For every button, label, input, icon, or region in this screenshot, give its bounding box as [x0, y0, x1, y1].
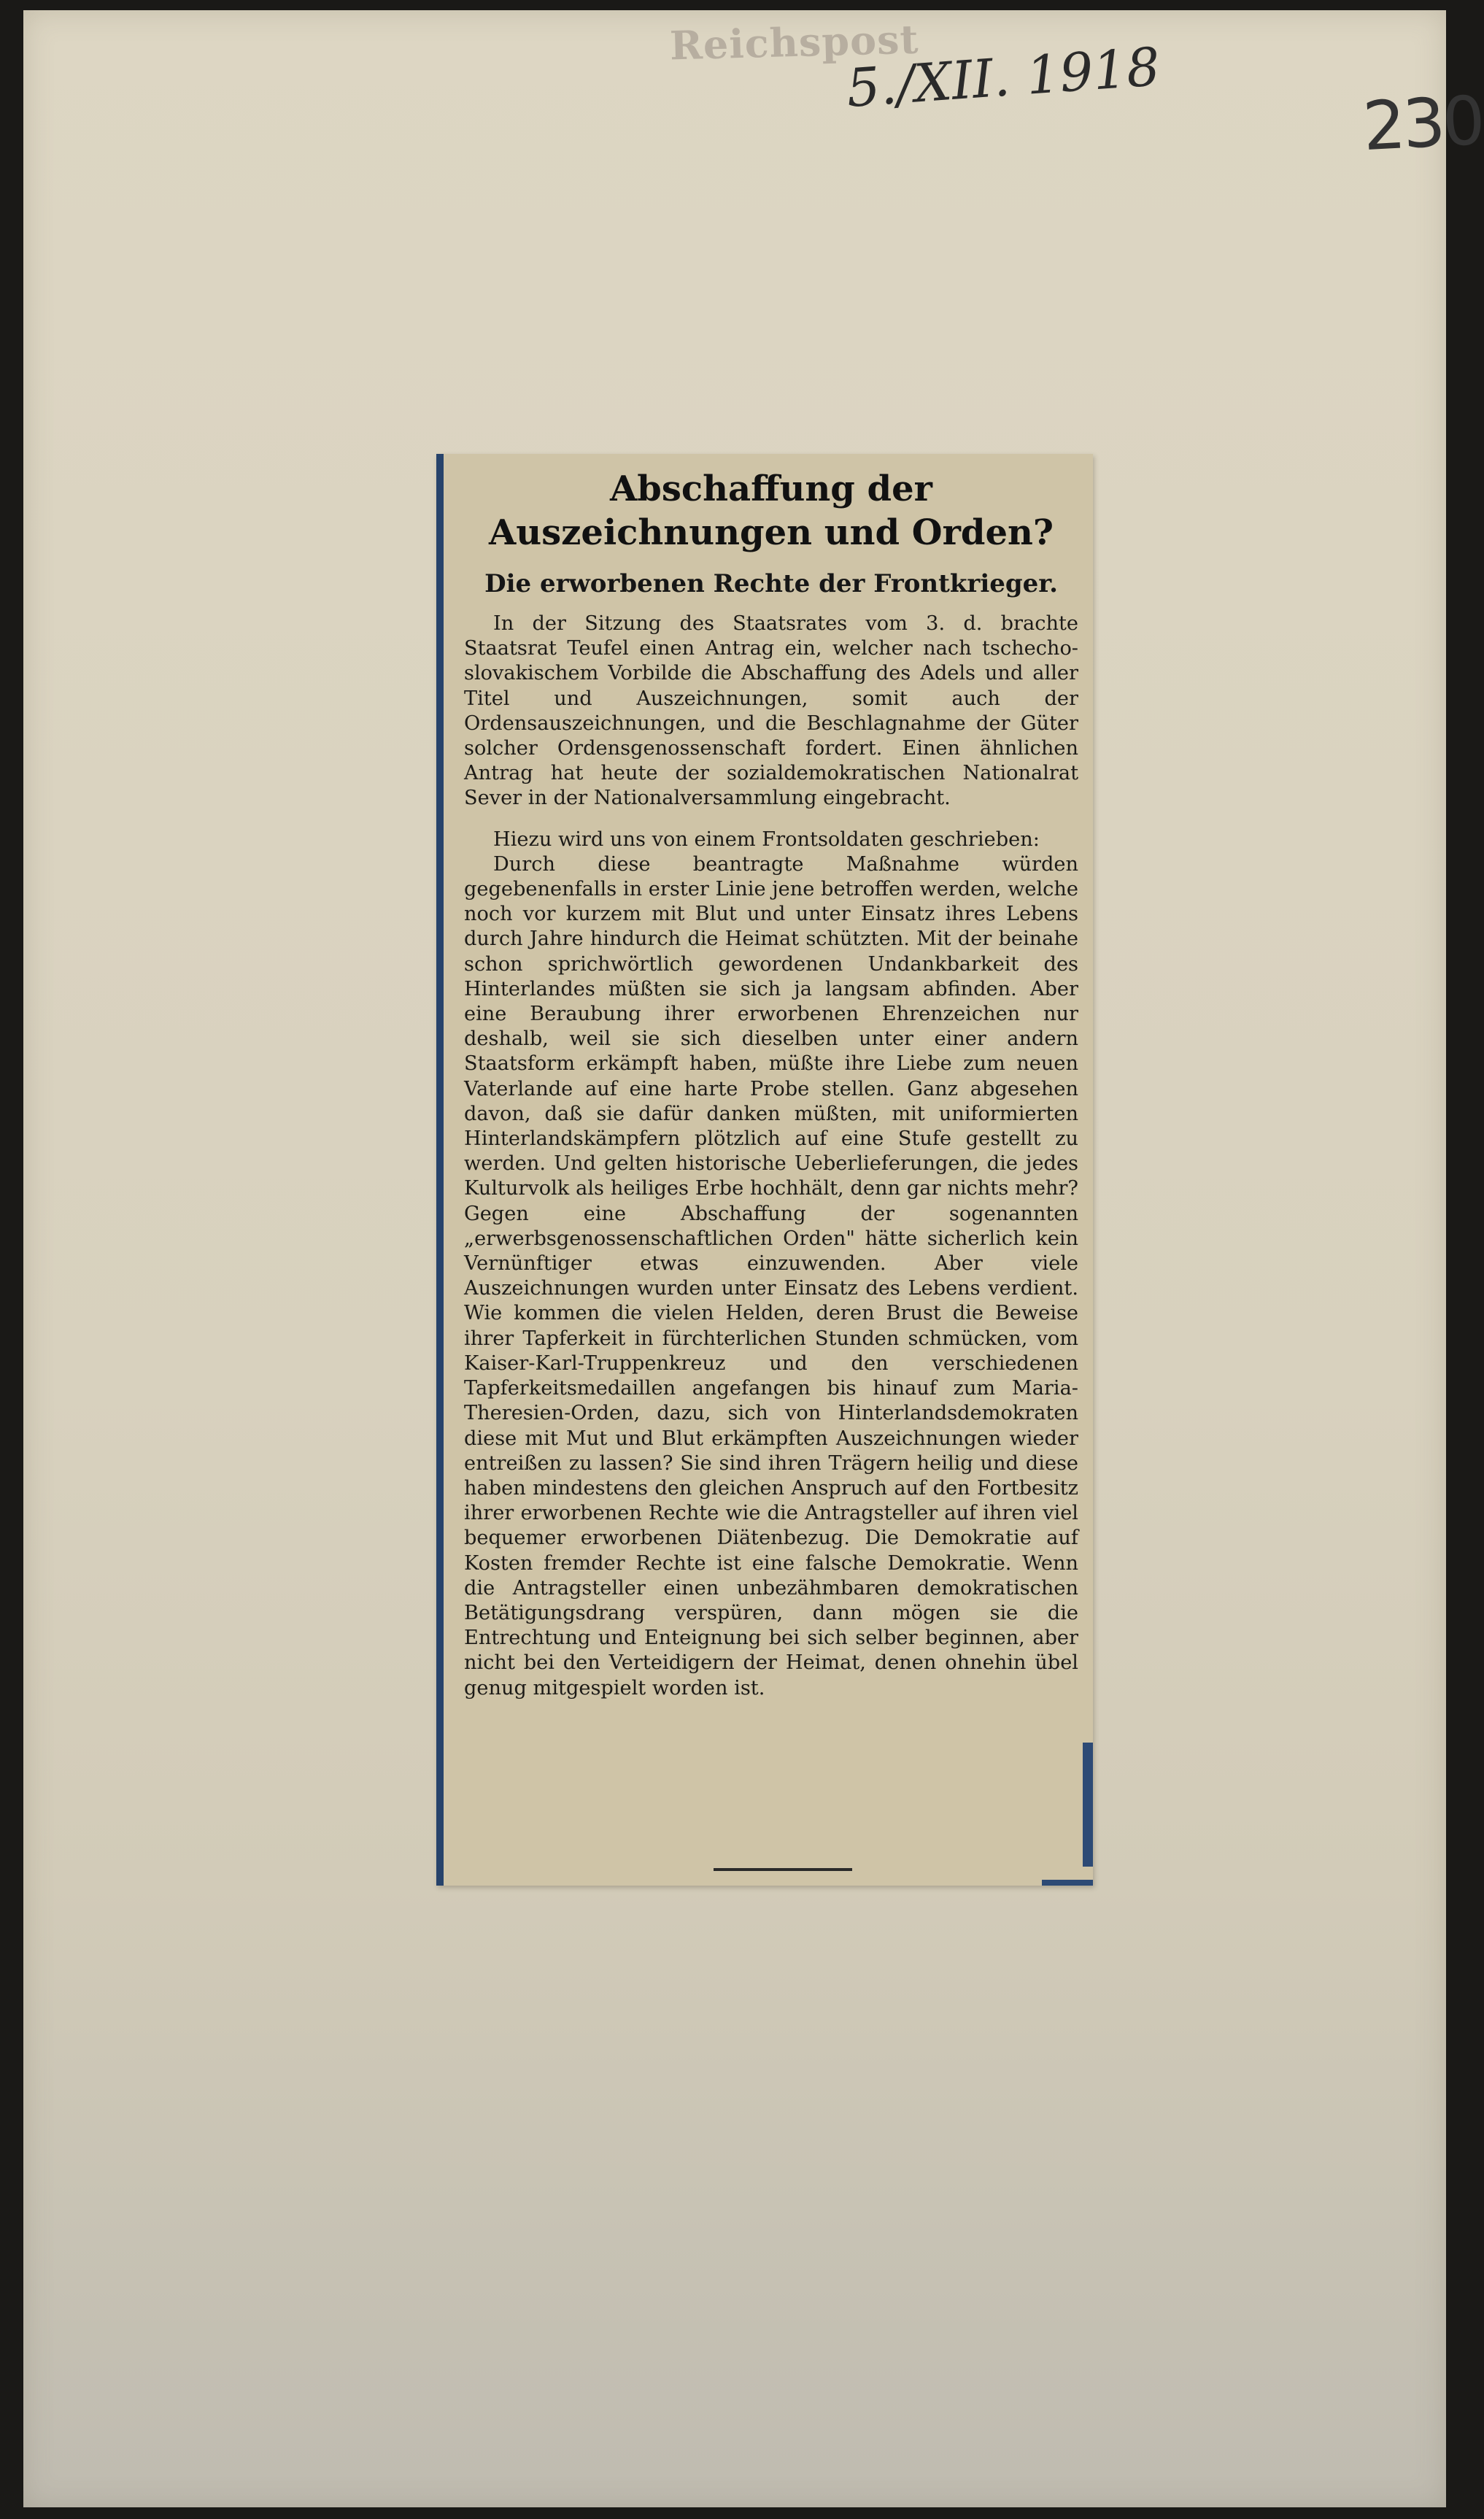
- end-rule: [714, 1868, 852, 1871]
- clipping-subheadline: Die erworbenen Rechte der Frontkrieger.: [484, 569, 1058, 598]
- article-paragraph: Durch diese beantragte Maßnahme würden gegebenenfalls in erster Linie jene betroffen werden, welche noch vor kurzem mit Blut und unter Einsatz ihres Lebens durch Jahre hindurch die Heimat schützten. Mit der beinahe schon sprichwörtlich gewordenen Undankbarkeit des Hinterlandes müßten sie sich ja langsam abfinden. Aber eine Beraubung ihrer erworbenen Ehrenzeichen nur deshalb, weil sie sich dieselben unter einer andern Staatsform erkämpft haben, müßte ihre Liebe zum neuen Vaterlande auf eine harte Probe stellen. Ganz abgesehen davon, daß sie dafür danken müßten, mit uniformierten Hinterlandskämpfern plötzlich auf eine Stufe gestellt zu werden. Und gelten historische Ueberlieferungen, die jedes Kulturvolk als heiliges Erbe hochhält, denn gar nichts mehr? Gegen eine Abschaffung der sogenannten „erwerbsgenossenschaftlichen Orden" hätte sicherlich kein Vernünftiger etwas einzuwenden. Aber viele Auszeichnungen wurden unter Einsatz des Lebens verdient. Wie kommen die vielen Helden, deren Brust die Beweise ihrer Tapferkeit in fürchterlichen Stunden schmücken, vom Kaiser-Karl-Truppenkreuz und den verschiedenen Tapferkeitsmedaillen angefangen bis hinauf zum Maria-Theresien-Orden, dazu, sich von Hinterlandsdemokraten diese mit Mut und Blut erkämpften Auszeichnungen wieder entreißen zu lassen? Sie sind ihren Trägern heilig und diese haben mindestens den gleichen Anspruch auf den Fortbesitz ihrer erworbenen Rechte wie die Antragsteller auf ihren viel bequemer erworbenen Diätenbezug. Die Demokratie auf Kosten fremder Rechte ist eine falsche Demokratie. Wenn die Antragsteller einen unbezähmbaren demokratischen Betätigungsdrang verspüren, dann mögen sie die Entrechtung und Enteignung bei sich selber beginnen, aber nicht bei den Verteidigern der Heimat, denen ohnehin übel genug mitgespielt worden ist.: [464, 852, 1078, 1700]
- newspaper-clipping: [436, 454, 1093, 1886]
- handwritten-date: 5./XII. 1918: [844, 36, 1162, 119]
- clipping-headline: Abschaffung der Auszeichnungen und Orden?: [488, 468, 1054, 553]
- newspaper-stamp: Reichspost: [669, 15, 920, 69]
- blue-pencil-mark: [1042, 1880, 1093, 1886]
- blue-pencil-mark: [1083, 1743, 1093, 1867]
- article-paragraph: In der Sitzung des Staatsrates vom 3. d. brachte Staatsrat Teufel einen Antrag ein, welcher nach tschecho-slovakischem Vorbilde die Abschaffung des Adels und aller Titel und Auszeichnungen, somit auch der Ordensauszeichnungen, und die Beschlagnahme der Güter solcher Ordensgenossenschaft fordert. Einen ähnlichen Antrag hat heute der sozialdemokratischen Nationalrat Sever in der Nationalversammlung eingebracht.: [464, 612, 1078, 810]
- article-paragraph: Hiezu wird uns von einem Frontsoldaten geschrieben:: [493, 828, 1040, 851]
- archive-sheet: [23, 10, 1484, 2507]
- handwritten-page-number: 230: [1361, 81, 1484, 166]
